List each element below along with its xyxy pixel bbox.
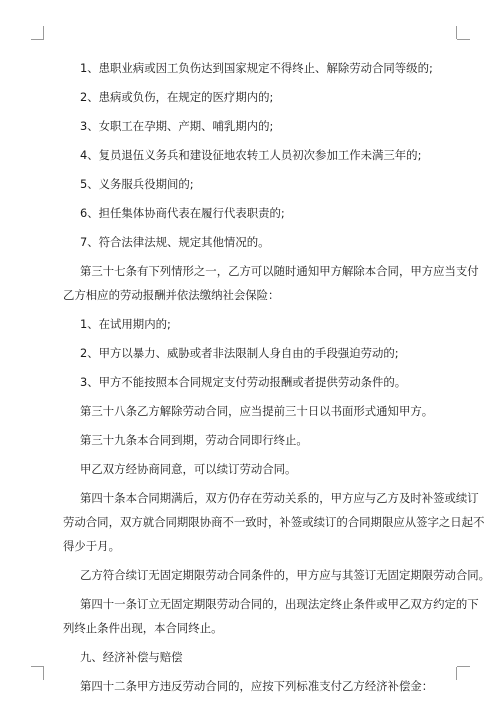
crop-mark-top-right-vertical — [456, 26, 457, 39]
list-item: 7、符合法律法规、规定其他情况的。 — [80, 235, 270, 249]
list-item: 3、甲方不能按照本合同规定支付劳动报酬或者提供劳动条件的。 — [80, 375, 407, 389]
list-item: 2、甲方以暴力、威胁或者非法限制人身自由的手段强迫劳动的; — [80, 346, 399, 360]
section-heading: 九、经济补偿与赔偿 — [80, 650, 183, 664]
crop-mark-bottom-left-horizontal — [31, 666, 44, 667]
crop-mark-top-left-vertical — [43, 26, 44, 39]
crop-mark-bottom-right-horizontal — [457, 666, 470, 667]
document-body — [63, 60, 491, 694]
list-item: 5、义务服兵役期间的; — [80, 177, 194, 191]
paragraph-line: 第四十条本合同期满后，双方仍存在劳动关系的，甲方应与乙方及时补签或续订 — [80, 491, 479, 505]
list-item: 4、复员退伍义务兵和建设征地农转工人员初次参加工作未满三年的; — [80, 148, 422, 162]
paragraph-line: 乙方符合续订无固定期限劳动合同条件的，甲方应与其签订无固定期限劳动合同。 — [80, 568, 491, 582]
paragraph-line: 第三十九条本合同到期，劳动合同即行终止。 — [80, 433, 308, 447]
paragraph-line: 第三十七条有下列情形之一，乙方可以随时通知甲方解除本合同，甲方应当支付 — [80, 264, 479, 278]
crop-mark-bottom-right-vertical — [456, 667, 457, 680]
paragraph-line: 劳动合同，双方就合同期限协商不一致时，补签或续订的合同期限应从签字之日起不 — [63, 515, 485, 529]
list-item: 6、担任集体协商代表在履行代表职责的; — [80, 206, 285, 220]
crop-mark-top-right-horizontal — [457, 39, 470, 40]
paragraph-line: 第四十一条订立无固定期限劳动合同的，出现法定终止条件或甲乙双方约定的下 — [80, 597, 479, 611]
crop-mark-top-left-horizontal — [31, 39, 44, 40]
paragraph-line: 甲乙双方经协商同意，可以续订劳动合同。 — [80, 462, 297, 476]
paragraph-line: 得少于月。 — [63, 539, 120, 553]
list-item: 1、患职业病或因工负伤达到国家规定不得终止、解除劳动合同等级的; — [80, 61, 433, 75]
list-item: 1、在试用期内的; — [80, 317, 171, 331]
list-item: 3、女职工在孕期、产期、哺乳期内的; — [80, 119, 274, 133]
list-item: 2、患病或负伤，在规定的医疗期内的; — [80, 90, 274, 104]
paragraph-line: 乙方相应的劳动报酬并依法缴纳社会保险： — [63, 288, 280, 302]
crop-mark-bottom-left-vertical — [43, 667, 44, 680]
paragraph-line: 第三十八条乙方解除劳动合同，应当提前三十日以书面形式通知甲方。 — [80, 404, 434, 418]
paragraph-line: 列终止条件出现，本合同终止。 — [63, 621, 223, 635]
paragraph-line: 第四十二条甲方违反劳动合同的，应按下列标准支付乙方经济补偿金： — [80, 679, 434, 693]
